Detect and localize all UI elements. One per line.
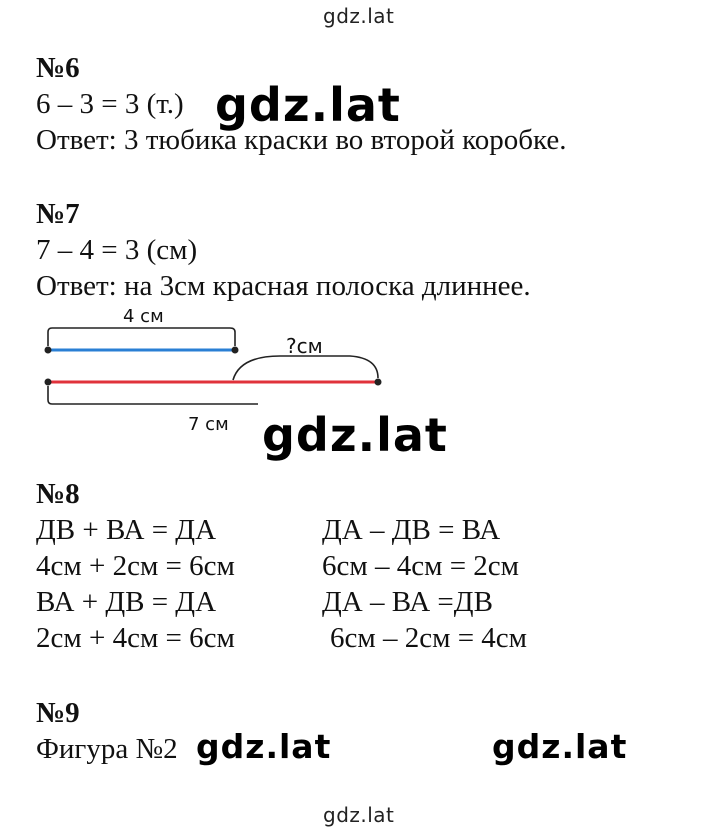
watermark-large: gdz.lat bbox=[215, 78, 401, 132]
watermark-large: gdz.lat bbox=[492, 727, 628, 766]
task-8-number: №8 bbox=[36, 478, 80, 510]
top-brace-label: 4 см bbox=[123, 306, 164, 327]
top-brace bbox=[48, 328, 235, 346]
task-6-number: №6 bbox=[36, 52, 80, 84]
bottom-brace bbox=[48, 386, 258, 404]
red-segment-start-point bbox=[45, 379, 52, 386]
red-segment-end-point bbox=[375, 379, 382, 386]
task-8-row-4-right: 6см – 2см = 4см bbox=[330, 622, 528, 654]
task-9-number: №9 bbox=[36, 697, 80, 729]
blue-segment-end-point bbox=[232, 347, 239, 354]
task-8-row-2-left: 4см + 2см = 6см bbox=[36, 550, 235, 582]
watermark-top: gdz.lat bbox=[323, 4, 395, 28]
task-7-answer: Ответ: на 3см красная полоска длиннее. bbox=[36, 270, 531, 302]
difference-arc bbox=[233, 356, 378, 380]
watermark-bottom: gdz.lat bbox=[323, 803, 395, 827]
task-9-answer: Фигура №2 bbox=[36, 733, 178, 765]
task-8-row-4-left: 2см + 4см = 6см bbox=[36, 622, 235, 654]
watermark-large: gdz.lat bbox=[196, 727, 332, 766]
task-8-row-1-left: ДВ + ВА = ДА bbox=[36, 514, 217, 546]
watermark-large: gdz.lat bbox=[262, 408, 448, 462]
task-8-row-2-right: 6см – 4см = 2см bbox=[322, 550, 520, 582]
bottom-brace-label: 7 см bbox=[188, 414, 229, 435]
task-7-equation: 7 – 4 = 3 (см) bbox=[36, 234, 198, 266]
difference-label: ?см bbox=[286, 334, 323, 358]
task-6-equation: 6 – 3 = 3 (т.) bbox=[36, 88, 184, 120]
segment-diagram bbox=[30, 300, 400, 440]
task-8-row-1-right: ДА – ДВ = ВА bbox=[322, 514, 501, 546]
task-8-row-3-left: ВА + ДВ = ДА bbox=[36, 586, 217, 618]
blue-segment-start-point bbox=[45, 347, 52, 354]
task-7-number: №7 bbox=[36, 198, 80, 230]
task-8-row-3-right: ДА – ВА =ДВ bbox=[322, 586, 493, 618]
task-6-answer: Ответ: 3 тюбика краски во второй коробке. bbox=[36, 124, 567, 156]
